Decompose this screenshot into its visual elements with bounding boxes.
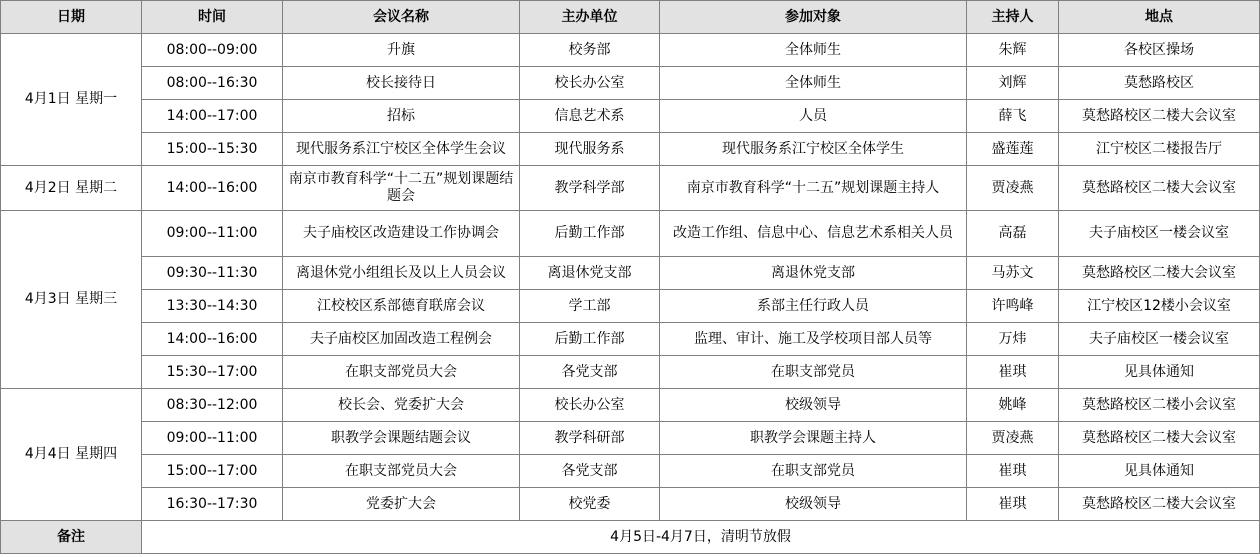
meeting-name-cell: 党委扩大会 xyxy=(283,488,520,521)
attendees-cell: 全体师生 xyxy=(660,67,967,100)
attendees-cell: 南京市教育科学“十二五”规划课题主持人 xyxy=(660,166,967,211)
note-label: 备注 xyxy=(1,521,142,554)
host-unit-cell: 后勤工作部 xyxy=(520,211,660,257)
host-unit-cell: 各党支部 xyxy=(520,455,660,488)
header-time: 时间 xyxy=(142,1,283,34)
time-cell: 15:00--17:00 xyxy=(142,455,283,488)
host-unit-cell: 校党委 xyxy=(520,488,660,521)
meeting-name-cell: 在职支部党员大会 xyxy=(283,455,520,488)
meeting-name-cell: 夫子庙校区改造建设工作协调会 xyxy=(283,211,520,257)
chair-cell: 高磊 xyxy=(967,211,1059,257)
host-unit-cell: 后勤工作部 xyxy=(520,323,660,356)
chair-cell: 贾凌燕 xyxy=(967,422,1059,455)
location-cell: 江宁校区二楼报告厅 xyxy=(1059,133,1260,166)
meeting-name-cell: 校长接待日 xyxy=(283,67,520,100)
chair-cell: 崔琪 xyxy=(967,488,1059,521)
meeting-name-cell: 升旗 xyxy=(283,34,520,67)
location-cell: 见具体通知 xyxy=(1059,356,1260,389)
chair-cell: 朱辉 xyxy=(967,34,1059,67)
attendees-cell: 离退休党支部 xyxy=(660,257,967,290)
host-unit-cell: 学工部 xyxy=(520,290,660,323)
attendees-cell: 全体师生 xyxy=(660,34,967,67)
chair-cell: 崔琪 xyxy=(967,455,1059,488)
time-cell: 15:30--17:00 xyxy=(142,356,283,389)
note-text: 4月5日-4月7日，清明节放假 xyxy=(142,521,1260,554)
date-cell: 4月2日 星期二 xyxy=(1,166,142,211)
table-row xyxy=(1,211,1260,257)
time-cell: 09:30--11:30 xyxy=(142,257,283,290)
meeting-name-cell: 离退休党小组组长及以上人员会议 xyxy=(283,257,520,290)
location-cell: 莫愁路校区二楼小会议室 xyxy=(1059,389,1260,422)
time-cell: 08:30--12:00 xyxy=(142,389,283,422)
header-location: 地点 xyxy=(1059,1,1260,34)
time-cell: 08:00--09:00 xyxy=(142,34,283,67)
table-row xyxy=(1,422,1260,455)
location-cell: 夫子庙校区一楼会议室 xyxy=(1059,211,1260,257)
note-row xyxy=(1,521,1260,554)
attendees-cell: 系部主任行政人员 xyxy=(660,290,967,323)
meeting-name-cell: 南京市教育科学“十二五”规划课题结题会 xyxy=(283,166,520,211)
location-cell: 夫子庙校区一楼会议室 xyxy=(1059,323,1260,356)
time-cell: 16:30--17:30 xyxy=(142,488,283,521)
chair-cell: 马苏文 xyxy=(967,257,1059,290)
table-row xyxy=(1,257,1260,290)
chair-cell: 刘辉 xyxy=(967,67,1059,100)
table-row xyxy=(1,100,1260,133)
table-row xyxy=(1,488,1260,521)
location-cell: 莫愁路校区二楼大会议室 xyxy=(1059,422,1260,455)
table-row xyxy=(1,290,1260,323)
location-cell: 见具体通知 xyxy=(1059,455,1260,488)
date-cell: 4月4日 星期四 xyxy=(1,389,142,521)
attendees-cell: 在职支部党员 xyxy=(660,356,967,389)
chair-cell: 万炜 xyxy=(967,323,1059,356)
attendees-cell: 现代服务系江宁校区全体学生 xyxy=(660,133,967,166)
location-cell: 莫愁路校区 xyxy=(1059,67,1260,100)
meeting-name-cell: 现代服务系江宁校区全体学生会议 xyxy=(283,133,520,166)
header-meeting-name: 会议名称 xyxy=(283,1,520,34)
time-cell: 14:00--17:00 xyxy=(142,100,283,133)
chair-cell: 许鸣峰 xyxy=(967,290,1059,323)
time-cell: 15:00--15:30 xyxy=(142,133,283,166)
table-row xyxy=(1,34,1260,67)
time-cell: 09:00--11:00 xyxy=(142,422,283,455)
table-row xyxy=(1,389,1260,422)
header-date: 日期 xyxy=(1,1,142,34)
table-row xyxy=(1,323,1260,356)
location-cell: 江宁校区12楼小会议室 xyxy=(1059,290,1260,323)
meeting-name-cell: 夫子庙校区加固改造工程例会 xyxy=(283,323,520,356)
time-cell: 08:00--16:30 xyxy=(142,67,283,100)
location-cell: 各校区操场 xyxy=(1059,34,1260,67)
table-row xyxy=(1,166,1260,211)
host-unit-cell: 离退休党支部 xyxy=(520,257,660,290)
date-cell: 4月1日 星期一 xyxy=(1,34,142,166)
attendees-cell: 监理、审计、施工及学校项目部人员等 xyxy=(660,323,967,356)
table-row xyxy=(1,455,1260,488)
host-unit-cell: 校长办公室 xyxy=(520,389,660,422)
header-host-unit: 主办单位 xyxy=(520,1,660,34)
table-row xyxy=(1,67,1260,100)
chair-cell: 崔琪 xyxy=(967,356,1059,389)
table-row xyxy=(1,356,1260,389)
location-cell: 莫愁路校区二楼大会议室 xyxy=(1059,257,1260,290)
attendees-cell: 校级领导 xyxy=(660,389,967,422)
attendees-cell: 人员 xyxy=(660,100,967,133)
header-chair: 主持人 xyxy=(967,1,1059,34)
meeting-name-cell: 在职支部党员大会 xyxy=(283,356,520,389)
attendees-cell: 改造工作组、信息中心、信息艺术系相关人员 xyxy=(660,211,967,257)
host-unit-cell: 教学科学部 xyxy=(520,166,660,211)
table-row xyxy=(1,133,1260,166)
host-unit-cell: 校长办公室 xyxy=(520,67,660,100)
chair-cell: 盛莲莲 xyxy=(967,133,1059,166)
chair-cell: 姚峰 xyxy=(967,389,1059,422)
host-unit-cell: 校务部 xyxy=(520,34,660,67)
meeting-name-cell: 江校校区系部德育联席会议 xyxy=(283,290,520,323)
time-cell: 14:00--16:00 xyxy=(142,166,283,211)
time-cell: 14:00--16:00 xyxy=(142,323,283,356)
meeting-name-cell: 校长会、党委扩大会 xyxy=(283,389,520,422)
chair-cell: 薛飞 xyxy=(967,100,1059,133)
location-cell: 莫愁路校区二楼大会议室 xyxy=(1059,166,1260,211)
time-cell: 13:30--14:30 xyxy=(142,290,283,323)
time-cell: 09:00--11:00 xyxy=(142,211,283,257)
attendees-cell: 在职支部党员 xyxy=(660,455,967,488)
host-unit-cell: 教学科研部 xyxy=(520,422,660,455)
attendees-cell: 职教学会课题主持人 xyxy=(660,422,967,455)
attendees-cell: 校级领导 xyxy=(660,488,967,521)
location-cell: 莫愁路校区二楼大会议室 xyxy=(1059,100,1260,133)
location-cell: 莫愁路校区二楼大会议室 xyxy=(1059,488,1260,521)
host-unit-cell: 信息艺术系 xyxy=(520,100,660,133)
meeting-name-cell: 招标 xyxy=(283,100,520,133)
host-unit-cell: 各党支部 xyxy=(520,356,660,389)
chair-cell: 贾凌燕 xyxy=(967,166,1059,211)
meeting-name-cell: 职教学会课题结题会议 xyxy=(283,422,520,455)
header-row xyxy=(1,1,1260,34)
header-attendees: 参加对象 xyxy=(660,1,967,34)
host-unit-cell: 现代服务系 xyxy=(520,133,660,166)
date-cell: 4月3日 星期三 xyxy=(1,211,142,389)
